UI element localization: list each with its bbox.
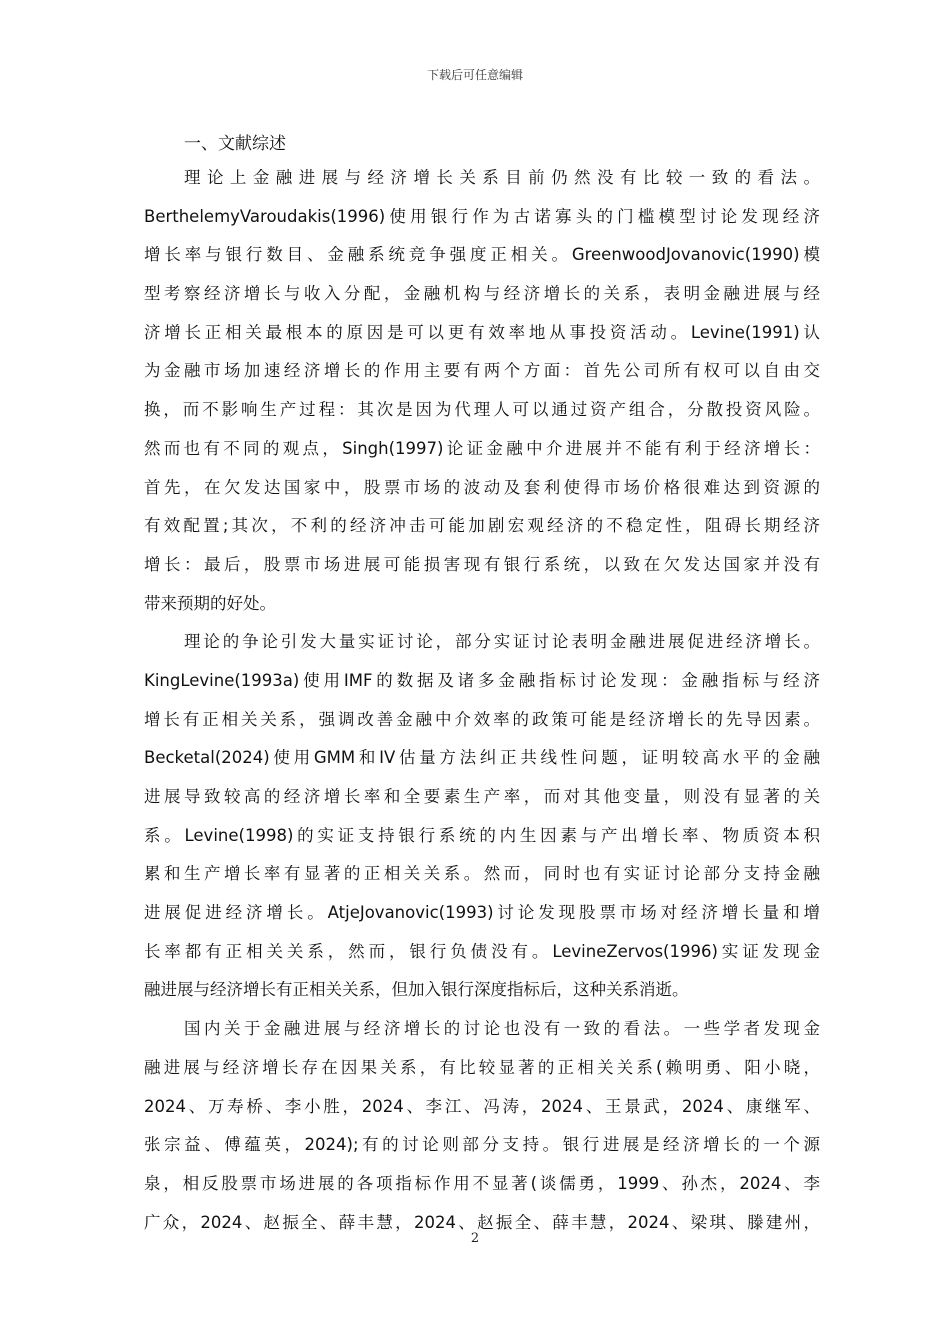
text-line: KingLevine(1993a)使用IMF的数据及诸多金融指标讨论发现：金融指标与经济 [144,670,820,690]
text-line: 2024、万寿桥、李小胜，2024、李江、冯涛，2024、王景武，2024、康继军、 [144,1096,820,1116]
text-line: 型考察经济增长与收入分配，金融机构与经济增长的关系，表明金融进展与经 [144,284,820,304]
section-heading: 一、文献综述 [184,134,286,154]
paragraph-2 [144,623,820,1010]
text-line: BerthelemyVaroudakis(1996)使用银行作为古诺寡头的门槛模型讨论发现经济 [144,206,820,226]
text-line: 国内关于金融进展与经济增长的讨论也没有一致的看法。一些学者发现金 [184,1019,820,1039]
text-line: 进展促进经济增长。AtjeJovanovic(1993)讨论发现股票市场对经济增长量和增 [144,903,820,923]
page-header: 下载后可任意编辑 [426,68,523,82]
text-line: 然而也有不同的观点，Singh(1997)论证金融中介进展并不能有利于经济增长： [144,438,820,458]
paragraph-3 [144,1010,820,1242]
text-line: 融进展与经济增长存在因果关系，有比较显著的正相关关系(赖明勇、阳小晓， [144,1057,820,1077]
text-line: 泉，相反股票市场进展的各项指标作用不显著(谈儒勇，1999、孙杰，2024、李 [144,1173,820,1193]
text-line: 有效配置;其次，不利的经济冲击可能加剧宏观经济的不稳定性，阻碍长期经济 [144,516,820,536]
text-line: 带来预期的好处。 [144,593,276,613]
text-line: 增长有正相关关系，强调改善金融中介效率的政策可能是经济增长的先导因素。 [144,709,820,729]
text-line: 为金融市场加速经济增长的作用主要有两个方面：首先公司所有权可以自由交 [144,361,820,381]
text-line: 长率都有正相关关系，然而，银行负债没有。LevineZervos(1996)实证发现金 [144,941,820,961]
text-line: 广众，2024、赵振全、薛丰慧，2024、赵振全、薛丰慧，2024、梁琪、滕建州， [144,1212,820,1232]
text-line: 首先，在欠发达国家中，股票市场的波动及套利使得市场价格很难达到资源的 [144,477,820,497]
text-line: 增长率与银行数目、金融系统竞争强度正相关。GreenwoodJovanovic(1990)模 [144,245,820,265]
body-text [144,159,820,1242]
text-line: 增长：最后，股票市场进展可能损害现有银行系统，以致在欠发达国家并没有 [144,554,820,574]
paragraph-1 [144,159,820,623]
text-line: 济增长正相关最根本的原因是可以更有效率地从事投资活动。Levine(1991)认 [144,322,820,342]
page-number: 2 [470,1231,480,1246]
text-line: 进展导致较高的经济增长率和全要素生产率，而对其他变量，则没有显著的关 [144,787,820,806]
text-line: Becketal(2024)使用GMM和IV估量方法纠正共线性问题，证明较高水平的金融 [144,748,820,768]
text-line: 累和生产增长率有显著的正相关关系。然而，同时也有实证讨论部分支持金融 [144,864,820,884]
text-line: 理论上金融进展与经济增长关系目前仍然没有比较一致的看法。 [184,168,820,187]
text-line: 理论的争论引发大量实证讨论，部分实证讨论表明金融进展促进经济增长。 [184,632,820,652]
text-line: 张宗益、傅蕴英，2024);有的讨论则部分支持。银行进展是经济增长的一个源 [144,1135,820,1155]
text-line: 融进展与经济增长有正相关关系，但加入银行深度指标后，这种关系消逝。 [144,980,689,1000]
text-line: 系。Levine(1998)的实证支持银行系统的内生因素与产出增长率、物质资本积 [144,825,820,845]
text-line: 换，而不影响生产过程：其次是因为代理人可以通过资产组合，分散投资风险。 [144,400,820,420]
